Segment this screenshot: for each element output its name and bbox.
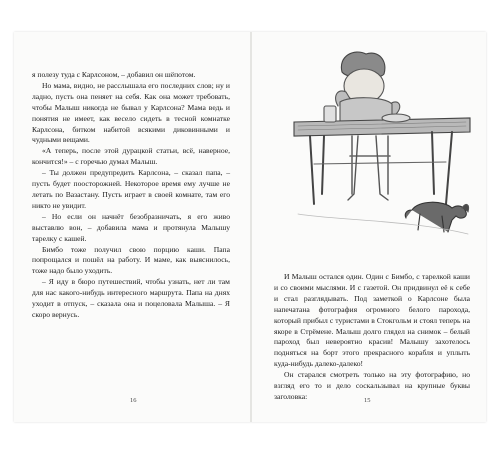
paragraph: – Я иду в бюро путешествий, чтобы узнать, нет ли там для нас какого-нибудь интересного маршрута. Папа на днях уходит в отпуск, – сказала она и поцеловала Малыша. – Я скоро вернусь. [32, 277, 230, 319]
paragraph: – Но если он начнёт безобразничать, я его живо выставлю вон, – добавила мама и протянула Малышу тарелку с кашей. [32, 211, 230, 243]
page-number: 16 [130, 397, 137, 404]
paragraph: «А теперь, после этой дурацкой статьи, всё, наверное, кончится!» – с горечью думал Малыш. [32, 146, 230, 167]
paragraph: – Ты должен предупредить Карлсона, – сказал папа, – пусть будет поосторожней. Некоторое время ему лучше не летать по Вазастану. Пусть играет в своей комнате, там его никто не увидит. [32, 168, 230, 210]
paragraph: Он старался смотреть только на эту фотографию, но взгляд его то и дело соскальзывал на крупные буквы заголовка: [274, 370, 470, 401]
paragraph: я полезу туда с Карлсоном, – добавил он шёпотом. [32, 70, 196, 79]
illustration-boy-at-table [292, 44, 472, 249]
paragraph: Но мама, видно, не расслышала его последних слов; ну и ладно, пусть она пеняет на себя. Как она может требовать, чтобы Малыш никогда не бывал у Карлсона? Мама ведь и понятия не имеет, как весело сидеть в тесной комнатке Карлсона, битком набитой всякими диковинными и чудными вещами. [32, 80, 230, 145]
paragraph: И Малыш остался один. Один с Бимбо, с тарелкой каши и со своими мыслями. И с газетой. Он придвинул её к себе и стал разглядывать. Под заметкой о Карлсоне была напечатана фотография огромного белого парохода, который прибыл с туристами в Стокгольм и стоял теперь на якоре в Стрёмене. Малыш долго глядел на снимок – белый пароход был невероятно красив! Малышу захотелось подняться на борт этого прекрасного корабля и уплыть куда-нибудь далеко-далеко! [274, 272, 470, 369]
right-page [252, 32, 488, 422]
left-page [14, 32, 250, 422]
right-page-text [274, 272, 470, 403]
page-number: 15 [364, 397, 371, 404]
book-spread [14, 32, 486, 422]
paragraph: Бимбо тоже получил свою порцию каши. Папа попрощался и пошёл на работу. И маме, как выяснилось, тоже надо было уходить. [32, 244, 230, 276]
left-page-text [32, 70, 230, 321]
